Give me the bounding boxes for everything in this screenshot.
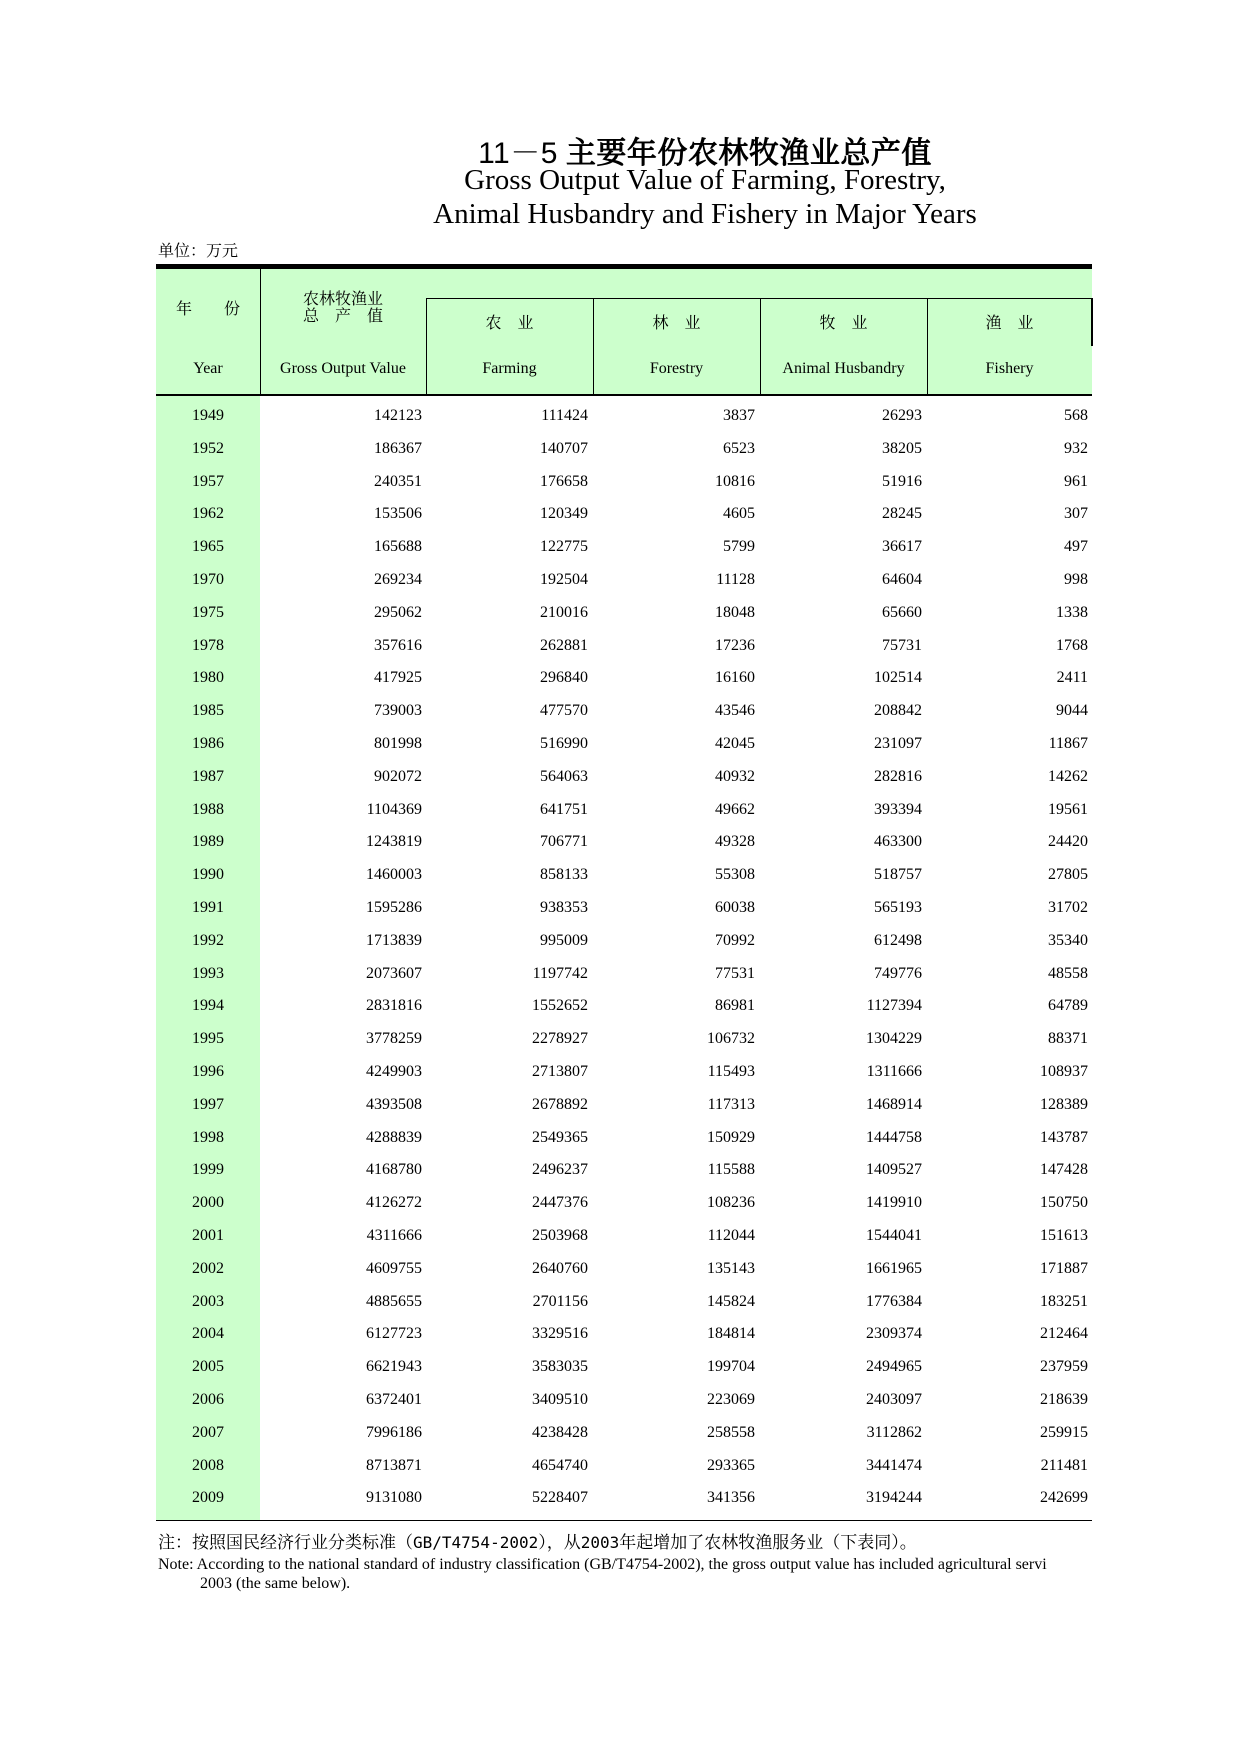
cell-year: 1987 [192, 767, 224, 785]
cell-animal-husbandry: 2309374 [866, 1325, 922, 1343]
table-row [156, 531, 1092, 564]
cell-forestry: 55308 [715, 866, 755, 884]
cell-total: 2831816 [366, 997, 422, 1015]
cell-animal-husbandry: 1304229 [866, 1030, 922, 1048]
header-forestry-en: Forestry [649, 360, 704, 377]
cell-forestry: 199704 [707, 1358, 755, 1376]
table-row [156, 728, 1092, 761]
cell-total: 295062 [374, 603, 422, 621]
cell-animal-husbandry: 1544041 [866, 1227, 922, 1244]
header-fishery-zh: 渔 业 [985, 315, 1034, 332]
table-row [156, 859, 1092, 892]
cell-year: 2004 [192, 1325, 224, 1343]
header-total-en: Gross Output Value [280, 360, 406, 377]
cell-total: 4311666 [366, 1227, 422, 1244]
cell-forestry: 11128 [716, 571, 755, 588]
title-chinese-text: 主要年份农林牧渔业总产值 [565, 137, 932, 170]
header-forestry-zh: 林 业 [652, 315, 701, 332]
cell-forestry: 49662 [715, 800, 755, 818]
cell-total: 4288839 [366, 1128, 422, 1146]
cell-animal-husbandry: 208842 [874, 702, 922, 720]
cell-total: 186367 [374, 439, 422, 457]
cell-farming: 2678892 [532, 1095, 588, 1113]
table-row [156, 1023, 1092, 1056]
cell-farming: 938353 [540, 899, 588, 916]
table-row [156, 1384, 1092, 1417]
table-row [156, 1482, 1092, 1515]
cell-farming: 122775 [540, 538, 588, 556]
cell-year: 1997 [192, 1095, 224, 1113]
cell-fishery: 35340 [1048, 931, 1088, 949]
cell-fishery: 568 [1064, 407, 1088, 424]
cell-total: 142123 [374, 407, 422, 424]
cell-fishery: 307 [1064, 505, 1088, 523]
cell-fishery: 108937 [1040, 1063, 1088, 1080]
note-chinese [158, 1528, 917, 1553]
cell-farming: 2278927 [532, 1030, 588, 1048]
cell-animal-husbandry: 3194244 [866, 1489, 922, 1507]
cell-fishery: 212464 [1040, 1325, 1088, 1343]
cell-forestry: 60038 [715, 899, 755, 916]
cell-fishery: 150750 [1040, 1194, 1088, 1212]
table-row [156, 597, 1092, 630]
cell-year: 1989 [192, 833, 224, 851]
cell-total: 1243819 [366, 833, 422, 851]
cell-total: 3778259 [366, 1030, 422, 1048]
table-row [156, 1450, 1092, 1483]
cell-farming: 858133 [540, 866, 588, 884]
cell-total: 4126272 [366, 1194, 422, 1212]
cell-farming: 140707 [540, 439, 588, 457]
cell-animal-husbandry: 518757 [874, 866, 922, 884]
cell-fishery: 237959 [1040, 1358, 1088, 1376]
cell-forestry: 6523 [723, 439, 755, 457]
cell-farming: 2447376 [532, 1194, 588, 1212]
table-row [156, 1089, 1092, 1122]
cell-farming: 5228407 [532, 1489, 588, 1507]
cell-forestry: 3837 [723, 407, 755, 424]
cell-year: 1975 [192, 603, 224, 621]
cell-year: 2007 [192, 1423, 224, 1441]
cell-forestry: 77531 [715, 964, 755, 982]
cell-year: 1993 [192, 964, 224, 982]
cell-fishery: 211481 [1040, 1456, 1088, 1474]
cell-farming: 706771 [540, 833, 588, 851]
cell-forestry: 150929 [707, 1128, 755, 1146]
cell-fishery: 497 [1064, 538, 1088, 556]
cell-forestry: 70992 [715, 931, 755, 949]
cell-forestry: 43546 [715, 702, 755, 720]
cell-animal-husbandry: 3441474 [866, 1456, 922, 1474]
cell-farming: 192504 [540, 571, 588, 588]
header-fishery-en: Fishery [985, 360, 1034, 377]
cell-animal-husbandry: 463300 [874, 833, 922, 851]
table-row [156, 990, 1092, 1023]
cell-animal-husbandry: 612498 [874, 931, 922, 949]
cell-total: 4609755 [366, 1259, 422, 1277]
cell-year: 1990 [192, 866, 224, 884]
cell-year: 1986 [192, 735, 224, 752]
header-year-zh: 年 份 [175, 301, 240, 318]
header-total-zh-line2: 总 产 值 [302, 308, 383, 325]
cell-forestry: 115493 [707, 1063, 755, 1080]
cell-total: 240351 [374, 472, 422, 490]
cell-farming: 2496237 [532, 1161, 588, 1179]
cell-fishery: 1338 [1056, 603, 1088, 621]
cell-forestry: 135143 [707, 1259, 755, 1277]
table-row [156, 1187, 1092, 1220]
cell-fishery: 9044 [1056, 702, 1088, 720]
cell-forestry: 16160 [715, 669, 755, 687]
cell-farming: 3329516 [532, 1325, 588, 1343]
cell-animal-husbandry: 3112862 [866, 1423, 922, 1441]
header-animal-zh: 牧 业 [819, 315, 868, 332]
cell-fishery: 31702 [1048, 899, 1088, 916]
cell-animal-husbandry: 1419910 [866, 1194, 922, 1212]
cell-forestry: 293365 [707, 1456, 755, 1474]
cell-year: 1970 [192, 571, 224, 588]
cell-forestry: 5799 [723, 538, 755, 556]
cell-fishery: 24420 [1048, 833, 1088, 851]
table-row [156, 1154, 1092, 1187]
cell-forestry: 341356 [707, 1489, 755, 1507]
cell-animal-husbandry: 28245 [882, 505, 922, 523]
cell-fishery: 932 [1064, 439, 1088, 457]
cell-farming: 296840 [540, 669, 588, 687]
cell-fishery: 143787 [1040, 1128, 1088, 1146]
cell-fishery: 64789 [1048, 997, 1088, 1015]
table-row [156, 1220, 1092, 1253]
title-english-line1: Gross Output Value of Farming, Forestry, [464, 164, 946, 196]
cell-forestry: 115588 [707, 1161, 755, 1179]
cell-farming: 2503968 [532, 1227, 588, 1244]
table-row [156, 794, 1092, 827]
cell-year: 1949 [192, 407, 224, 424]
cell-year: 2006 [192, 1391, 224, 1408]
cell-farming: 2713807 [532, 1063, 588, 1080]
cell-year: 1962 [192, 505, 224, 523]
cell-animal-husbandry: 64604 [882, 571, 922, 588]
cell-total: 1713839 [366, 931, 422, 949]
cell-farming: 120349 [540, 505, 588, 523]
note-chinese-code: GB/T4754-2002 [413, 1533, 539, 1552]
cell-animal-husbandry: 1468914 [866, 1095, 922, 1113]
table-row [156, 892, 1092, 925]
title-number: 11－5 [478, 137, 558, 170]
note-chinese-suffix: 年起增加了农林牧渔服务业（下表同）。 [619, 1533, 917, 1552]
cell-animal-husbandry: 36617 [882, 538, 922, 556]
table-row [156, 761, 1092, 794]
table-row [156, 564, 1092, 597]
cell-farming: 4654740 [532, 1456, 588, 1474]
cell-forestry: 40932 [715, 767, 755, 785]
cell-year: 1980 [192, 669, 224, 687]
cell-total: 6372401 [366, 1391, 422, 1408]
cell-total: 7996186 [366, 1423, 422, 1441]
cell-animal-husbandry: 1661965 [866, 1259, 922, 1277]
cell-total: 357616 [374, 636, 422, 654]
cell-forestry: 108236 [707, 1194, 755, 1212]
cell-forestry: 145824 [707, 1292, 755, 1310]
cell-forestry: 184814 [707, 1325, 755, 1343]
cell-forestry: 258558 [707, 1423, 755, 1441]
cell-total: 4885655 [366, 1292, 422, 1310]
cell-animal-husbandry: 1127394 [866, 997, 922, 1015]
cell-total: 8713871 [366, 1456, 422, 1474]
cell-fishery: 128389 [1040, 1095, 1088, 1113]
cell-farming: 995009 [540, 931, 588, 949]
cell-forestry: 223069 [707, 1391, 755, 1408]
cell-animal-husbandry: 2494965 [866, 1358, 922, 1376]
table-row [156, 498, 1092, 531]
header-farming-zh: 农 业 [485, 315, 534, 332]
cell-fishery: 183251 [1040, 1292, 1088, 1310]
table-header-bottom-rule [156, 394, 1092, 396]
cell-year: 1985 [192, 702, 224, 720]
table-row [156, 925, 1092, 958]
cell-fishery: 171887 [1040, 1259, 1088, 1277]
cell-animal-husbandry: 75731 [882, 636, 922, 654]
cell-year: 2008 [192, 1456, 224, 1474]
cell-animal-husbandry: 393394 [874, 800, 922, 818]
cell-total: 902072 [374, 767, 422, 785]
cell-animal-husbandry: 2403097 [866, 1391, 922, 1408]
header-total-zh-line1: 农林牧渔业 [302, 291, 383, 308]
cell-year: 1994 [192, 997, 224, 1015]
cell-fishery: 11867 [1048, 735, 1088, 752]
cell-total: 9131080 [366, 1489, 422, 1507]
title-english-line2: Animal Husbandry and Fishery in Major Years [433, 198, 977, 230]
cell-year: 1998 [192, 1128, 224, 1146]
cell-year: 2002 [192, 1259, 224, 1277]
cell-total: 4168780 [366, 1161, 422, 1179]
table-row [156, 1351, 1092, 1384]
cell-animal-husbandry: 282816 [874, 767, 922, 785]
cell-year: 1995 [192, 1030, 224, 1048]
table-bottom-rule [156, 1520, 1092, 1521]
note-english-line1: Note: According to the national standard of industry classification (GB/T4754-2002), the gross output value has included agricultural servi [158, 1556, 1047, 1573]
cell-fishery: 242699 [1040, 1489, 1088, 1507]
cell-year: 1999 [192, 1161, 224, 1179]
cell-animal-husbandry: 38205 [882, 439, 922, 457]
cell-farming: 516990 [540, 735, 588, 752]
table-row [156, 826, 1092, 859]
cell-farming: 3409510 [532, 1391, 588, 1408]
cell-year: 2003 [192, 1292, 224, 1310]
cell-forestry: 112044 [707, 1227, 755, 1244]
cell-forestry: 117313 [707, 1095, 755, 1113]
cell-animal-husbandry: 51916 [882, 472, 922, 490]
cell-year: 1965 [192, 538, 224, 556]
cell-farming: 1197742 [532, 964, 588, 982]
cell-farming: 4238428 [532, 1423, 588, 1441]
cell-year: 2005 [192, 1358, 224, 1376]
cell-total: 2073607 [366, 964, 422, 982]
cell-forestry: 17236 [715, 636, 755, 654]
cell-farming: 1552652 [532, 997, 588, 1015]
cell-fishery: 218639 [1040, 1391, 1088, 1408]
cell-forestry: 4605 [723, 505, 755, 523]
table-row [156, 662, 1092, 695]
cell-total: 1595286 [366, 899, 422, 916]
cell-forestry: 106732 [707, 1030, 755, 1048]
cell-total: 6127723 [366, 1325, 422, 1343]
cell-forestry: 18048 [715, 603, 755, 621]
cell-animal-husbandry: 102514 [874, 669, 922, 687]
cell-fishery: 147428 [1040, 1161, 1088, 1179]
cell-total: 739003 [374, 702, 422, 720]
cell-fishery: 88371 [1048, 1030, 1088, 1048]
table-row [156, 630, 1092, 663]
note-english-line2: 2003 (the same below). [200, 1575, 351, 1592]
cell-forestry: 42045 [715, 735, 755, 752]
cell-year: 1957 [192, 472, 224, 490]
cell-fishery: 14262 [1048, 767, 1088, 785]
cell-fishery: 151613 [1040, 1227, 1088, 1244]
cell-farming: 2701156 [532, 1292, 588, 1310]
cell-farming: 2640760 [532, 1259, 588, 1277]
cell-year: 2009 [192, 1489, 224, 1507]
cell-fishery: 961 [1064, 472, 1088, 490]
cell-forestry: 86981 [715, 997, 755, 1015]
table-row [156, 1417, 1092, 1450]
cell-farming: 210016 [540, 603, 588, 621]
cell-animal-husbandry: 231097 [874, 735, 922, 752]
header-animal-en: Animal Husbandry [782, 360, 905, 377]
cell-total: 1104369 [366, 800, 422, 818]
cell-animal-husbandry: 1311666 [866, 1063, 922, 1080]
cell-forestry: 49328 [715, 833, 755, 851]
cell-year: 1991 [192, 899, 224, 916]
table-row [156, 1286, 1092, 1319]
cell-animal-husbandry: 65660 [882, 603, 922, 621]
table-row [156, 1056, 1092, 1089]
note-chinese-prefix: 注：按照国民经济行业分类标准（ [158, 1533, 413, 1552]
unit-label: 单位：万元 [158, 243, 239, 260]
cell-farming: 2549365 [532, 1128, 588, 1146]
cell-animal-husbandry: 1444758 [866, 1128, 922, 1146]
cell-farming: 3583035 [532, 1358, 588, 1376]
table-row [156, 695, 1092, 728]
cell-animal-husbandry: 565193 [874, 899, 922, 916]
cell-year: 1952 [192, 439, 224, 457]
cell-animal-husbandry: 749776 [874, 964, 922, 982]
cell-farming: 477570 [540, 702, 588, 720]
note-chinese-year: 2003 [580, 1533, 620, 1552]
cell-animal-husbandry: 1409527 [866, 1161, 922, 1179]
table-row [156, 400, 1092, 433]
table-row [156, 1318, 1092, 1351]
cell-total: 801998 [374, 735, 422, 752]
table-row [156, 1253, 1092, 1286]
cell-fishery: 1768 [1056, 636, 1088, 654]
cell-fishery: 27805 [1048, 866, 1088, 884]
cell-animal-husbandry: 26293 [882, 407, 922, 424]
cell-farming: 641751 [540, 800, 588, 818]
cell-total: 4393508 [366, 1095, 422, 1113]
cell-forestry: 10816 [715, 472, 755, 490]
cell-total: 4249903 [366, 1063, 422, 1080]
cell-fishery: 259915 [1040, 1423, 1088, 1441]
note-chinese-mid: ），从 [538, 1533, 581, 1552]
table-row [156, 1122, 1092, 1155]
cell-fishery: 998 [1064, 571, 1088, 588]
cell-total: 1460003 [366, 866, 422, 884]
cell-farming: 564063 [540, 767, 588, 785]
cell-year: 2000 [192, 1194, 224, 1212]
cell-total: 269234 [374, 571, 422, 588]
header-year-en: Year [193, 360, 223, 377]
cell-total: 165688 [374, 538, 422, 556]
cell-fishery: 2411 [1056, 669, 1088, 687]
cell-year: 1978 [192, 636, 224, 654]
cell-year: 1996 [192, 1063, 224, 1080]
cell-year: 1992 [192, 931, 224, 949]
table-row [156, 958, 1092, 991]
cell-year: 1988 [192, 800, 224, 818]
cell-total: 417925 [374, 669, 422, 687]
table-row [156, 433, 1092, 466]
cell-fishery: 48558 [1048, 964, 1088, 982]
cell-total: 6621943 [366, 1358, 422, 1376]
cell-farming: 262881 [540, 636, 588, 654]
header-farming-en: Farming [482, 360, 537, 377]
cell-farming: 176658 [540, 472, 588, 490]
cell-animal-husbandry: 1776384 [866, 1292, 922, 1310]
cell-total: 153506 [374, 505, 422, 523]
cell-farming: 111424 [541, 407, 588, 424]
cell-year: 2001 [192, 1227, 224, 1244]
cell-fishery: 19561 [1048, 800, 1088, 818]
table-row [156, 466, 1092, 499]
